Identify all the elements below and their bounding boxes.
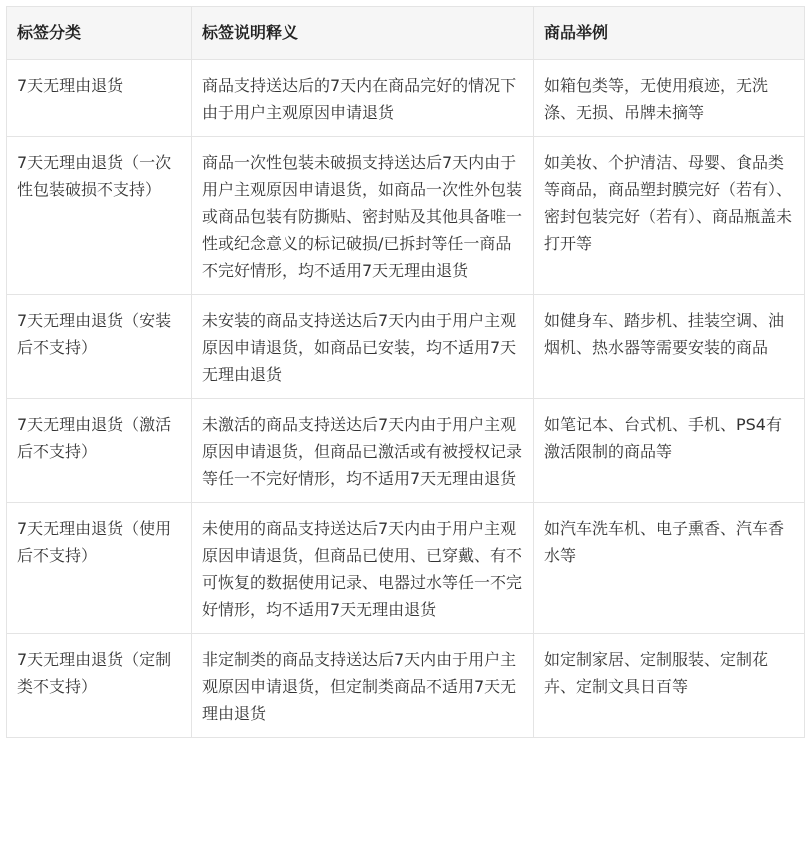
cell-category: 7天无理由退货（激活后不支持） (7, 399, 192, 503)
cell-category: 7天无理由退货 (7, 60, 192, 137)
cell-description: 未安装的商品支持送达后7天内由于用户主观原因申请退货，如商品已安装，均不适用7天无理由退货 (192, 295, 534, 399)
return-policy-table (6, 6, 805, 738)
header-examples: 商品举例 (534, 7, 805, 60)
table-row (7, 634, 805, 738)
header-category: 标签分类 (7, 7, 192, 60)
cell-category: 7天无理由退货（定制类不支持） (7, 634, 192, 738)
cell-description: 非定制类的商品支持送达后7天内由于用户主观原因申请退货，但定制类商品不适用7天无理由退货 (192, 634, 534, 738)
cell-description: 未激活的商品支持送达后7天内由于用户主观原因申请退货，但商品已激活或有被授权记录等任一不完好情形，均不适用7天无理由退货 (192, 399, 534, 503)
table-header-row (7, 7, 805, 60)
cell-examples: 如美妆、个护清洁、母婴、食品类等商品，商品塑封膜完好（若有）、密封包装完好（若有）、商品瓶盖未打开等 (534, 137, 805, 295)
cell-examples: 如健身车、踏步机、挂装空调、油烟机、热水器等需要安装的商品 (534, 295, 805, 399)
cell-description: 商品支持送达后的7天内在商品完好的情况下由于用户主观原因申请退货 (192, 60, 534, 137)
header-description: 标签说明释义 (192, 7, 534, 60)
cell-description: 未使用的商品支持送达后7天内由于用户主观原因申请退货，但商品已使用、已穿戴、有不可恢复的数据使用记录、电器过水等任一不完好情形，均不适用7天无理由退货 (192, 503, 534, 634)
table-row (7, 60, 805, 137)
cell-examples: 如定制家居、定制服装、定制花卉、定制文具日百等 (534, 634, 805, 738)
return-policy-table-container (6, 6, 805, 738)
cell-description: 商品一次性包装未破损支持送达后7天内由于用户主观原因申请退货，如商品一次性外包装或商品包装有防撕贴、密封贴及其他具备唯一性或纪念意义的标记破损/已拆封等任一商品不完好情形，均不适用7天无理由退货 (192, 137, 534, 295)
cell-category: 7天无理由退货（使用后不支持） (7, 503, 192, 634)
cell-category: 7天无理由退货（一次性包装破损不支持） (7, 137, 192, 295)
cell-examples: 如箱包类等，无使用痕迹，无洗涤、无损、吊牌未摘等 (534, 60, 805, 137)
cell-examples: 如汽车洗车机、电子熏香、汽车香水等 (534, 503, 805, 634)
table-row (7, 503, 805, 634)
cell-category: 7天无理由退货（安装后不支持） (7, 295, 192, 399)
table-row (7, 137, 805, 295)
cell-examples: 如笔记本、台式机、手机、PS4有激活限制的商品等 (534, 399, 805, 503)
table-row (7, 399, 805, 503)
table-row (7, 295, 805, 399)
